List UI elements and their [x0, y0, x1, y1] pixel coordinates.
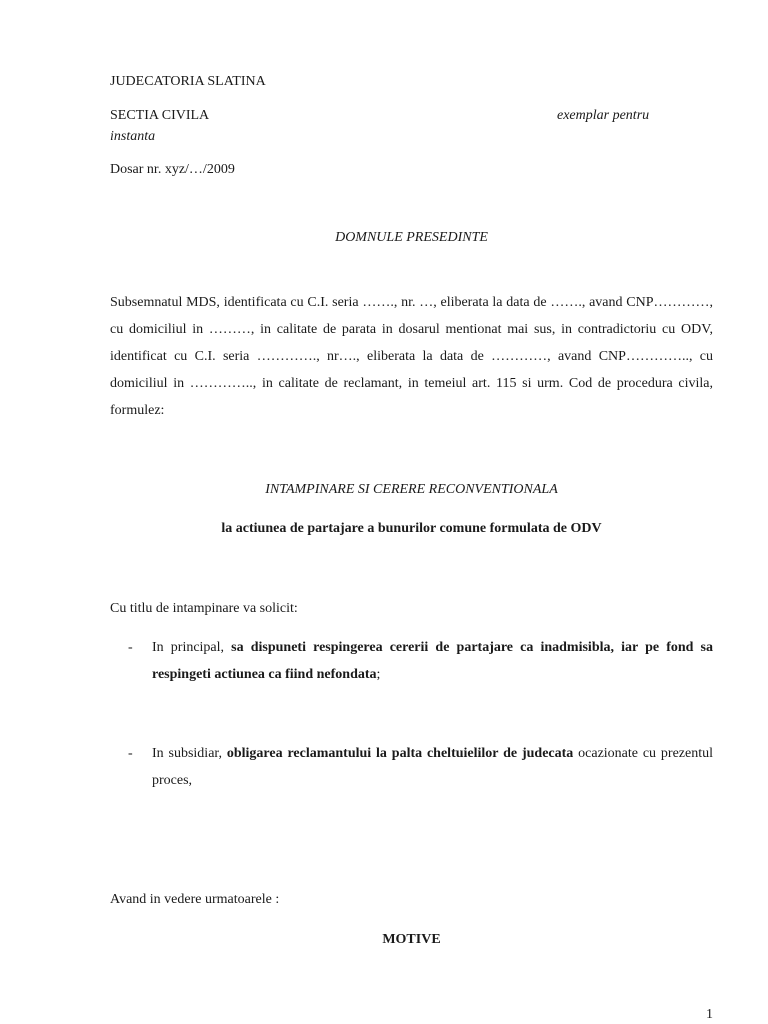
bullet-dash: -: [128, 640, 133, 655]
motives-heading: MOTIVE: [382, 932, 441, 947]
request-text: In subsidiar, obligarea reclamantului la palta cheltuielilor de judecata ocazionate cu prezentul proces,: [152, 746, 713, 788]
page-number: 1: [706, 1007, 713, 1022]
court-section: SECTIA CIVILA: [110, 108, 210, 123]
considering-line: Avand in vedere urmatoarele :: [110, 892, 280, 907]
intro-paragraph: Subsemnatul MDS, identificata cu C.I. seria ……., nr. …, eliberata la data de ……., avand CNP…………, cu domiciliul in ………, in calitate de parata in dosarul mentionat mai sus, in contradictoriu cu ODV, identificat cu C.I. seria …………., nr…., eliberata la data de …………, avand CNP………….., cu domiciliul in ………….., in calitate de reclamant, in temeiul art. 115 si urm. Cod de procedura civila, formulez:: [110, 295, 713, 418]
bullet-dash: -: [128, 746, 133, 761]
requests-intro: Cu titlu de intampinare va solicit:: [110, 601, 298, 616]
addressee: DOMNULE PRESEDINTE: [335, 230, 488, 245]
document-subtitle: la actiunea de partajare a bunurilor comune formulata de ODV: [221, 521, 602, 536]
copy-for-recipient: instanta: [110, 129, 156, 144]
request-text: In principal, sa dispuneti respingerea cererii de partajare ca inadmisibla, iar pe fond sa respingeti actiunea ca fiind nefondata;: [152, 640, 714, 682]
copy-for-label: exemplar pentru: [557, 108, 650, 123]
document-title: INTAMPINARE SI CERERE RECONVENTIONALA: [265, 482, 558, 497]
court-name: JUDECATORIA SLATINA: [110, 74, 266, 89]
case-number: Dosar nr. xyz/…/2009: [110, 162, 235, 177]
